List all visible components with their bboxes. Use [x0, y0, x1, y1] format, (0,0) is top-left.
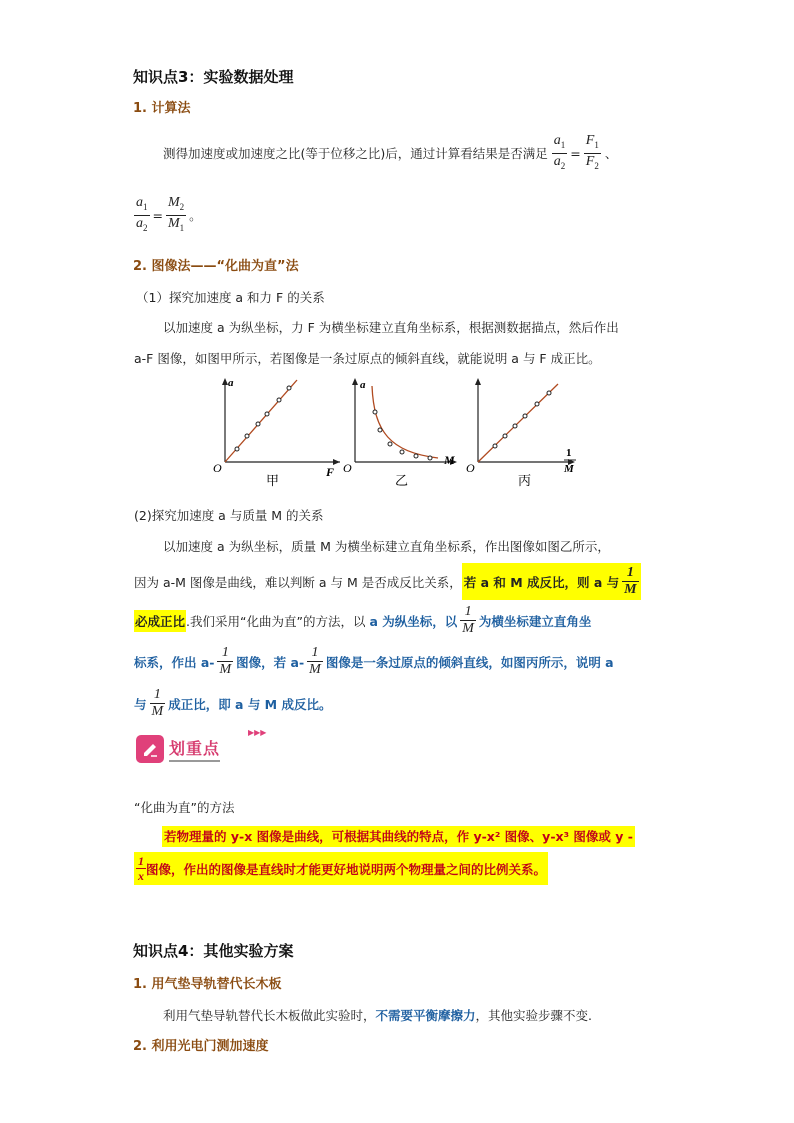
- key-point-label: 划重点: [169, 736, 220, 762]
- graph-jia-ylabel: a: [228, 377, 234, 389]
- graph-yi-caption: 乙: [395, 474, 409, 489]
- graph-jia-xlabel: F: [326, 465, 335, 479]
- s4-method1-text: 利用气垫导轨替代长木板做此实验时，不需要平衡摩擦力，其他实验步骤不变.: [163, 1008, 593, 1023]
- method1-text-line: 测得加速度或加速度之比(等于位移之比)后，通过计算看结果是否满足 $\frac{a_1}{a_2}$ = $\frac{F_1}{F_2}$ 、: [163, 133, 617, 174]
- s4-method2-heading: 2. 利用光电门测加速度: [133, 1039, 269, 1054]
- section3-title: 知识点3：实验数据处理: [133, 68, 294, 86]
- graph-jia: [200, 372, 350, 490]
- section4-title: 知识点4：其他实验方案: [133, 942, 294, 960]
- method1-heading: 1. 计算法: [133, 101, 191, 116]
- part2-line2: 因为 a-M 图像是曲线，难以判断 a 与 M 是否成反比关系， 若 a 和 M 成反比，则 a 与 $\frac{1}{M}$: [134, 563, 641, 600]
- part1-line1: 以加速度 a 为纵坐标，力 F 为横坐标建立直角坐标系，根据测数据描点，然后作出: [163, 320, 619, 335]
- graph-bing: [463, 372, 593, 490]
- part2-line4: 标系，作出 a- $\frac{1}{M}$ 图像，若 a- $\frac{1}{M}$ 图像是一条过原点的倾斜直线，如图丙所示，说明 a: [134, 645, 614, 677]
- graph-bing-xlabel-den: M: [564, 463, 574, 475]
- key-title: “化曲为直”的方法: [134, 800, 235, 815]
- pen-icon: [136, 735, 164, 763]
- ratio-equation-force: $\frac{a_1}{a_2}$ = $\frac{F_1}{F_2}$: [552, 133, 601, 174]
- part1-heading: （1）探究加速度 a 和力 F 的关系: [136, 290, 325, 305]
- arrows-icon: ▶▶▶: [248, 728, 267, 737]
- graph-yi: [340, 372, 470, 490]
- graph-bing-origin: O: [466, 461, 475, 475]
- part2-line3: 必成正比 .我们采用“化曲为直”的方法，以 a 为纵坐标，以 $\frac{1}{M}$ 为横坐标建立直角坐: [135, 604, 592, 636]
- key-line1: 若物理量的 y-x 图像是曲线，可根据其曲线的特点，作 y-x² 图像、y-x³ 图像或 y -: [162, 827, 635, 845]
- part2-line5: 与 $\frac{1}{M}$ 成正比，即 a 与 M 成反比。: [134, 687, 332, 719]
- part2-line1: 以加速度 a 为纵坐标，质量 M 为横坐标建立直角坐标系，作出图像如图乙所示，: [163, 539, 610, 554]
- graph-jia-caption: 甲: [266, 474, 280, 489]
- graph-jia-origin: O: [213, 461, 222, 475]
- key-point-badge: [136, 728, 267, 763]
- graph-bing-xlabel-num: 1: [566, 447, 572, 459]
- graph-bing-caption: 丙: [518, 474, 532, 489]
- part1-line2: a-F 图像，如图甲所示，若图像是一条过原点的倾斜直线，就能说明 a 与 F 成正比。: [134, 351, 601, 366]
- graph-yi-ylabel: a: [360, 379, 366, 391]
- s4-method1-heading: 1. 用气垫导轨替代长木板: [133, 977, 282, 992]
- method2-heading: 2. 图像法——“化曲为直”法: [133, 259, 299, 274]
- key-line2: $\frac{1}{x}$ 图像，作出的图像是直线时才能更好地说明两个物理量之间的比例关系。: [134, 852, 548, 885]
- graph-yi-origin: O: [343, 461, 352, 475]
- ratio-equation-mass: $\frac{a_1}{a_2}$ = $\frac{M_2}{M_1}$ 。: [134, 195, 202, 236]
- graph-yi-xlabel: M: [444, 453, 455, 467]
- part2-heading: (2)探究加速度 a 与质量 M 的关系: [134, 508, 324, 523]
- method1-text: 测得加速度或加速度之比(等于位移之比)后，通过计算看结果是否满足: [163, 146, 548, 162]
